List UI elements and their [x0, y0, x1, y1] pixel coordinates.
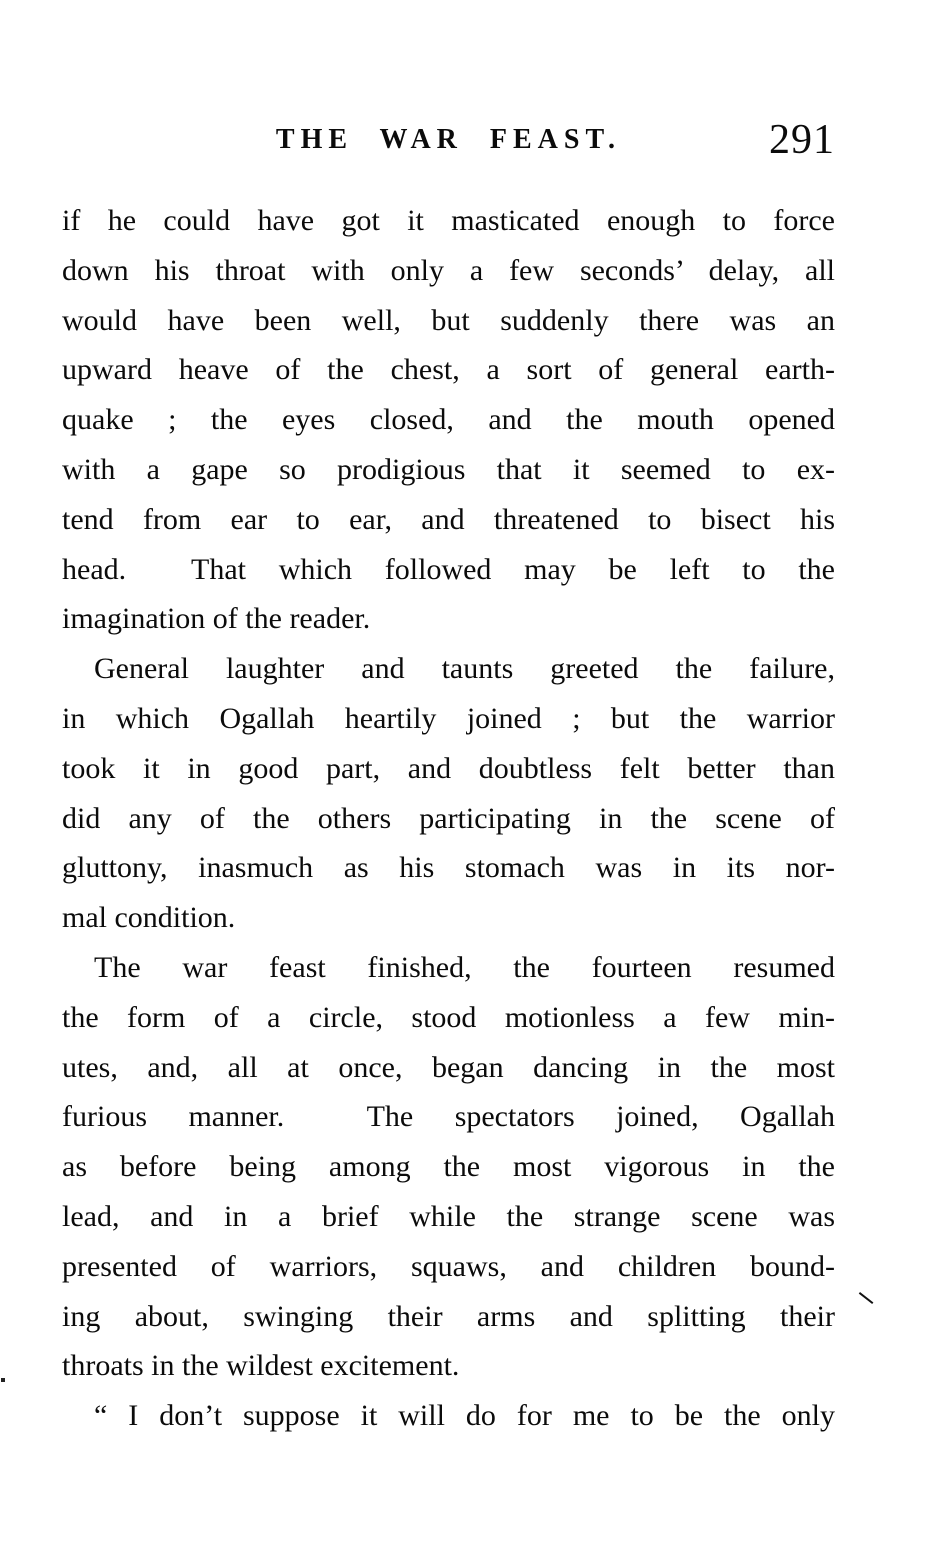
text-line: as before being among the most vigorous in the	[62, 1150, 835, 1184]
text-line: did any of the others participating in the scene of	[62, 801, 835, 835]
page-number: 291	[769, 117, 835, 163]
paragraph	[62, 644, 835, 943]
text-line: gluttony, inasmuch as his stomach was in its nor-	[62, 851, 835, 885]
text-line: ing about, swinging their arms and splitting their	[62, 1299, 835, 1333]
text-line: head. That which followed may be left to the	[62, 552, 835, 586]
scan-dust-speck	[1, 1378, 5, 1382]
paragraph	[62, 196, 835, 644]
text-line: tend from ear to ear, and threatened to bisect his	[62, 502, 835, 536]
running-head	[62, 116, 835, 163]
text-line: imagination of the reader.	[62, 602, 371, 636]
text-line: down his throat with only a few seconds’ delay, all	[62, 253, 835, 287]
page-title: THE WAR FEAST.	[275, 124, 622, 155]
text-line: with a gape so prodigious that it seemed to ex-	[62, 452, 835, 486]
scan-scratch-mark	[859, 1292, 874, 1304]
text-line: presented of warriors, squaws, and children bound-	[62, 1249, 835, 1283]
text-line: would have been well, but suddenly there was an	[62, 303, 835, 337]
text-line: The war feast finished, the fourteen resumed	[94, 950, 835, 984]
body-text	[62, 196, 835, 1441]
text-line: lead, and in a brief while the strange scene was	[62, 1199, 835, 1233]
text-line: in which Ogallah heartily joined ; but the warrior	[62, 701, 835, 735]
text-line: utes, and, all at once, began dancing in the most	[62, 1050, 835, 1084]
text-line: took it in good part, and doubtless felt better than	[62, 751, 835, 785]
text-line: quake ; the eyes closed, and the mouth opened	[62, 403, 835, 437]
text-line: if he could have got it masticated enough to force	[62, 204, 835, 237]
text-line: upward heave of the chest, a sort of general earth-	[62, 353, 835, 387]
text-line: furious manner. The spectators joined, Ogallah	[62, 1100, 835, 1134]
text-line: throats in the wildest excitement.	[62, 1349, 460, 1383]
paragraph	[62, 943, 835, 1391]
text-line: “ I don’t suppose it will do for me to be the only	[94, 1399, 835, 1433]
paragraph	[62, 1391, 835, 1441]
text-line: mal condition.	[62, 901, 236, 935]
text-line: General laughter and taunts greeted the failure,	[94, 652, 835, 686]
text-line: the form of a circle, stood motionless a few min-	[62, 1000, 835, 1034]
